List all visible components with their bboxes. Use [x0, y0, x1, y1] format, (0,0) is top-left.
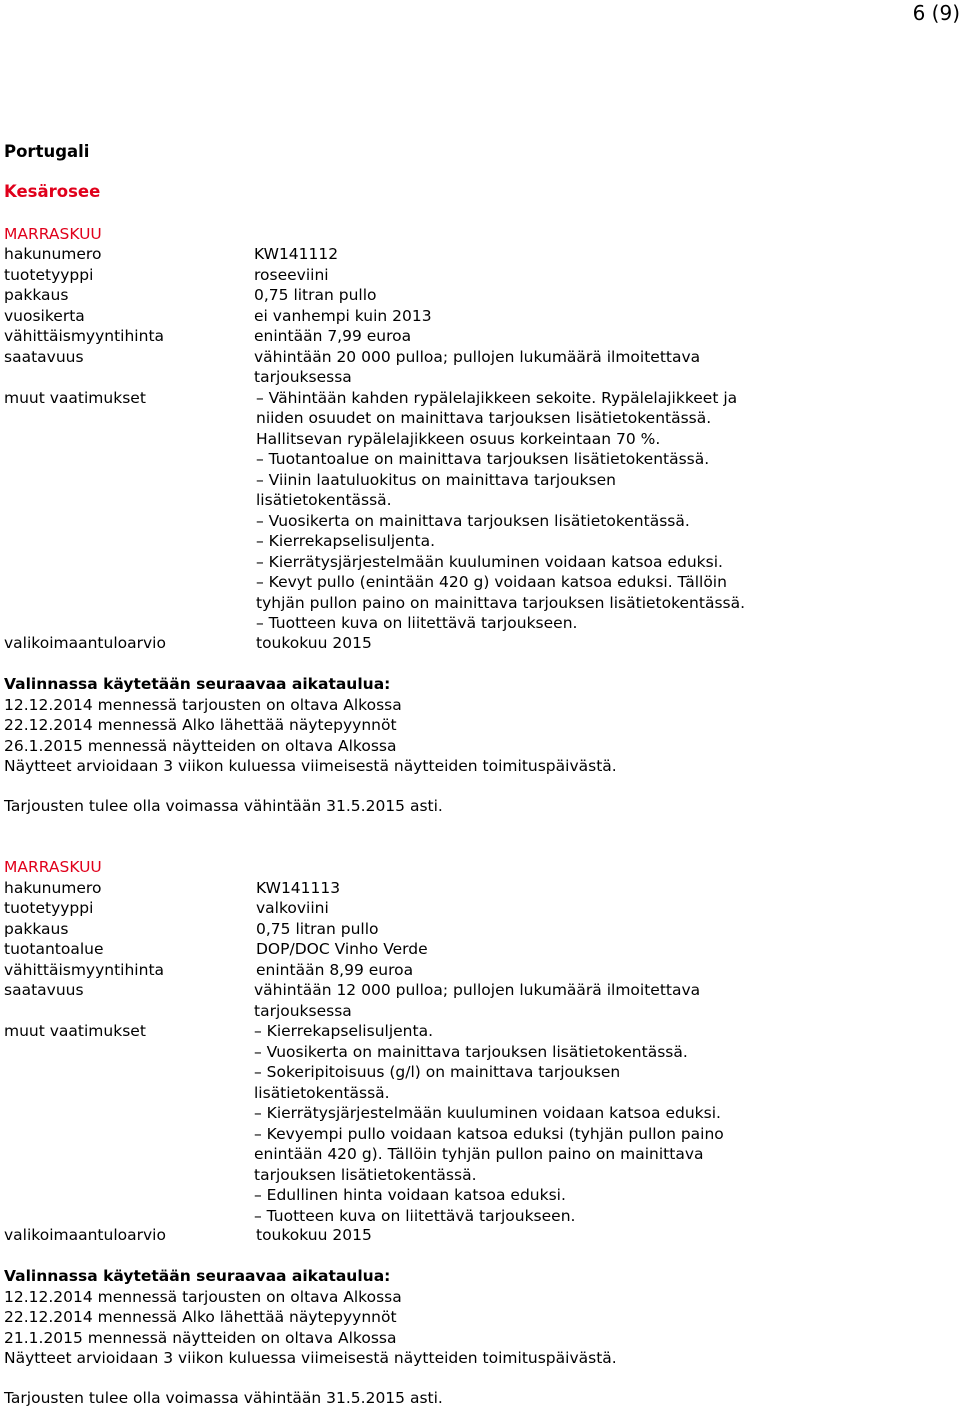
requirement-line: – Kevyempi pullo voidaan katsoa eduksi (tyhjän pullon paino: [254, 1124, 724, 1143]
field-row: [4, 306, 960, 327]
field-label: pakkaus: [4, 919, 69, 938]
field-label: tuotantoalue: [4, 940, 104, 958]
requirement-line: niiden osuudet on mainittava tarjouksen lisätietokentässä.: [256, 409, 712, 427]
field-row: [4, 326, 960, 347]
schedule-title: Valinnassa käytetään seuraavaa aikataulua:: [4, 1267, 391, 1285]
listing-estimate-value: toukokuu 2015: [256, 634, 372, 652]
field-row: [4, 265, 960, 286]
field-row: [4, 244, 960, 265]
requirement-line: – Kevyt pullo (enintään 420 g) voidaan katsoa eduksi. Tällöin: [256, 573, 727, 591]
field-label: tuotetyyppi: [4, 265, 94, 284]
month-label: MARRASKUU: [4, 225, 102, 243]
validity-text: Tarjousten tulee olla voimassa vähintään 31.5.2015 asti.: [4, 797, 443, 815]
schedule-line: 21.1.2015 mennessä näytteiden on oltava Alkossa: [4, 1328, 397, 1347]
requirement-line: – Viinin laatuluokitus on mainittava tarjouksen: [256, 470, 616, 489]
availability-line: vähintään 12 000 pulloa; pullojen lukumäärä ilmoitettava: [254, 981, 701, 999]
requirement-line: lisätietokentässä.: [256, 491, 392, 509]
field-value: DOP/DOC Vinho Verde: [256, 940, 428, 958]
validity-text: Tarjousten tulee olla voimassa vähintään 31.5.2015 asti.: [4, 1389, 443, 1407]
listing-estimate-row: [4, 633, 960, 654]
requirement-line: – Vähintään kahden rypälelajikkeen sekoite. Rypälelajikkeet ja: [256, 388, 738, 407]
schedule-line: 12.12.2014 mennessä tarjousten on oltava Alkossa: [4, 1287, 402, 1306]
field-row: [4, 939, 960, 960]
availability-line: tarjouksessa: [254, 1001, 352, 1020]
requirement-line: tyhjän pullon paino on mainittava tarjouksen lisätietokentässä.: [256, 593, 746, 612]
field-value: roseeviini: [254, 265, 329, 284]
schedule-list: [4, 1287, 617, 1369]
requirement-line: – Kierrekapselisuljenta.: [254, 1022, 433, 1040]
field-value: enintään 7,99 euroa: [254, 327, 412, 345]
schedule-line: 12.12.2014 mennessä tarjousten on oltava Alkossa: [4, 695, 402, 714]
country-heading: Portugali: [4, 142, 90, 161]
field-value: enintään 8,99 euroa: [256, 960, 414, 979]
field-label: pakkaus: [4, 286, 69, 304]
page-number: 6 (9): [912, 1, 960, 25]
month-label: MARRASKUU: [4, 858, 102, 876]
schedule-title: Valinnassa käytetään seuraavaa aikataulua:: [4, 675, 391, 693]
listing-estimate-row: [4, 1225, 960, 1246]
schedule-line: Näytteet arvioidaan 3 viikon kuluessa viimeisestä näytteiden toimituspäivästä.: [4, 1349, 617, 1367]
schedule-list: [4, 695, 617, 777]
requirement-line: tarjouksen lisätietokentässä.: [254, 1165, 477, 1184]
requirement-line: – Vuosikerta on mainittava tarjouksen lisätietokentässä.: [256, 511, 690, 530]
field-label: vähittäismyyntihinta: [4, 960, 165, 979]
requirements-label: muut vaatimukset: [4, 388, 146, 407]
requirement-line: – Kierrekapselisuljenta.: [256, 532, 435, 550]
schedule-line: 22.12.2014 mennessä Alko lähettää näytepyynnöt: [4, 716, 397, 734]
requirement-line: enintään 420 g). Tällöin tyhjän pullon paino on mainittava: [254, 1145, 704, 1163]
requirement-line: – Sokeripitoisuus (g/l) on mainittava tarjouksen: [254, 1063, 621, 1081]
field-label: hakunumero: [4, 245, 102, 263]
requirement-line: lisätietokentässä.: [254, 1083, 390, 1102]
field-label: vähittäismyyntihinta: [4, 327, 165, 345]
availability-label: saatavuus: [4, 347, 84, 366]
category-heading: Kesärosee: [4, 182, 101, 201]
schedule-line: 26.1.2015 mennessä näytteiden on oltava Alkossa: [4, 736, 397, 755]
requirements-list: [254, 1021, 814, 1226]
field-label: hakunumero: [4, 878, 102, 897]
field-row: [4, 878, 960, 899]
field-row: [4, 898, 960, 919]
field-row: [4, 960, 960, 981]
field-value: KW141112: [254, 245, 339, 263]
requirement-line: – Kierrätysjärjestelmään kuuluminen voidaan katsoa eduksi.: [256, 552, 723, 571]
availability-text: [254, 980, 814, 1021]
field-value: ei vanhempi kuin 2013: [254, 306, 432, 325]
listing-estimate-label: valikoimaantuloarvio: [4, 634, 166, 652]
schedule-line: Näytteet arvioidaan 3 viikon kuluessa viimeisestä näytteiden toimituspäivästä.: [4, 757, 617, 775]
requirement-line: – Kierrätysjärjestelmään kuuluminen voidaan katsoa eduksi.: [254, 1104, 721, 1122]
requirement-line: – Tuotantoalue on mainittava tarjouksen lisätietokentässä.: [256, 450, 710, 468]
listing-estimate-label: valikoimaantuloarvio: [4, 1226, 166, 1244]
field-value: 0,75 litran pullo: [254, 286, 377, 304]
field-value: 0,75 litran pullo: [256, 919, 379, 938]
requirement-line: – Tuotteen kuva on liitettävä tarjoukseen.: [256, 614, 578, 632]
availability-line: vähintään 20 000 pulloa; pullojen lukumäärä ilmoitettava: [254, 347, 701, 366]
requirement-line: Hallitsevan rypälelajikkeen osuus korkeintaan 70 %.: [256, 429, 661, 448]
field-label: tuotetyyppi: [4, 899, 94, 917]
requirements-list: [256, 388, 816, 634]
requirement-line: – Vuosikerta on mainittava tarjouksen lisätietokentässä.: [254, 1042, 688, 1061]
requirement-line: – Edullinen hinta voidaan katsoa eduksi.: [254, 1186, 566, 1204]
field-value: KW141113: [256, 878, 341, 897]
field-label: vuosikerta: [4, 306, 85, 325]
requirement-line: – Tuotteen kuva on liitettävä tarjoukseen.: [254, 1206, 576, 1225]
availability-text: [254, 347, 814, 388]
field-row: [4, 285, 960, 306]
requirements-label: muut vaatimukset: [4, 1022, 146, 1040]
field-value: valkoviini: [256, 899, 329, 917]
listing-estimate-value: toukokuu 2015: [256, 1226, 372, 1244]
availability-label: saatavuus: [4, 981, 84, 999]
availability-line: tarjouksessa: [254, 368, 352, 386]
schedule-line: 22.12.2014 mennessä Alko lähettää näytepyynnöt: [4, 1308, 397, 1326]
field-row: [4, 919, 960, 940]
